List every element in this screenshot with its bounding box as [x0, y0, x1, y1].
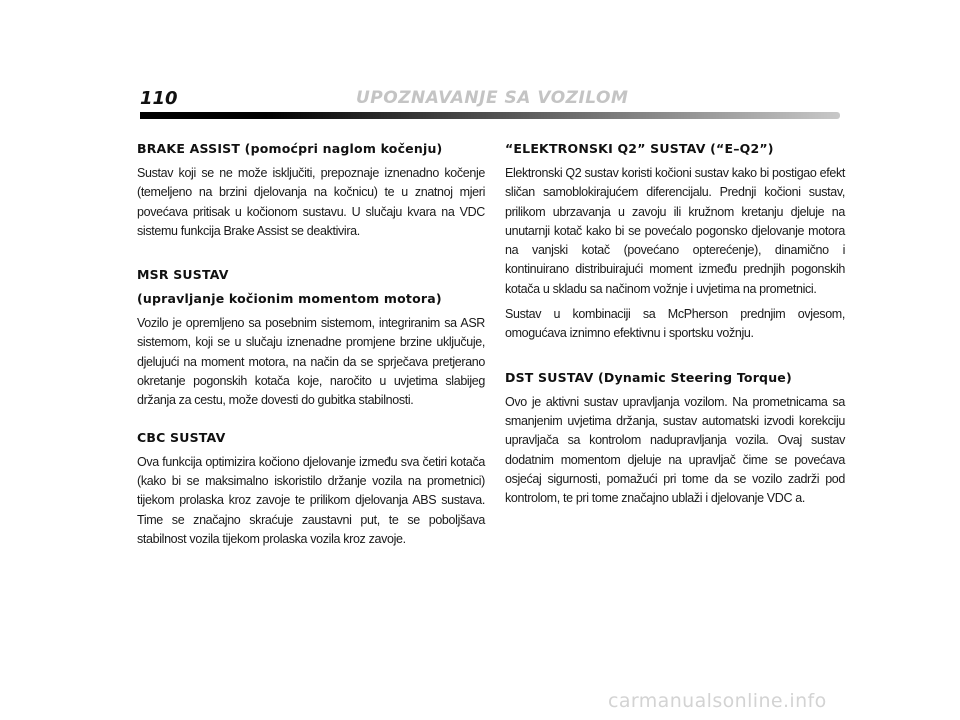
- header-rule: [140, 112, 840, 119]
- page-header: [140, 84, 840, 124]
- page-number: 110: [140, 88, 178, 109]
- right-column: [505, 140, 845, 514]
- brake-assist-section: [137, 140, 485, 241]
- dst-text: Ovo je aktivni sustav upravljanja vozilom. Na prometnicama sa smanjenim uvjetima držanja, sustav automatski izvodi korekciju upravljača sa kontrolom nadupravljanja vozila. Ovaj sustav dodatnim momentom djeluje na upravljač čime se povećava osjećaj sigurnosti, pomažući pri tome da se vozilo zadrži pod kontrolom, te pri tome značajno ublaži i djelovanje VDC a.: [505, 394, 845, 506]
- msr-subheading: (upravljanje kočionim momentom motora): [137, 291, 442, 307]
- cbc-section: [137, 429, 485, 549]
- brake-assist-heading: BRAKE ASSIST (pomoćpri naglom kočenju): [137, 141, 443, 156]
- msr-text: Vozilo je opremljeno sa posebnim sistemom, integriranim sa ASR sistemom, koji se u slučaju iznenadne promjene brzine uključuje, djelujući na moment motora, na način da se sprječava pretjerano okretanje pogonskih kotača koje, naročito u uvjetima slabijeg držanja za cestu, može dovesti do gubitka stabilnosti.: [137, 316, 485, 408]
- eq2-text-2: Sustav u kombinaciji sa McPherson prednjim ovjesom, omogućava iznimno efektivnu i sportsku vožnju.: [505, 307, 845, 341]
- msr-section: [137, 266, 485, 410]
- cbc-text: Ova funkcija optimizira kočiono djelovanje između sva četiri kotača (kako bi se maksimalno iskoristilo držanje vozila na prometnici) tijekom prolaska kroz zavoje te prilikom djelovanja ABS sustava. Time se značajno skraćuje zaustavni put, te se poboljšava stabilnost vozila tijekom prolaska vozila kroz zavoje.: [137, 454, 485, 546]
- dst-heading: DST SUSTAV (Dynamic Steering Torque): [505, 369, 792, 385]
- watermark: carmanualsonline.info: [608, 690, 827, 712]
- eq2-heading: “ELEKTRONSKI Q2” SUSTAV (“E–Q2”): [505, 141, 774, 156]
- cbc-heading: CBC SUSTAV: [137, 429, 226, 445]
- eq2-section: [505, 140, 845, 344]
- brake-assist-text: Sustav koji se ne može isključiti, prepoznaje iznenadno kočenje (temeljeno na brzini djelovanja na kočnicu) te u znatnoj mjeri povećava pritisak u kočionom sustavu. U slučaju kvara na VDC sistemu funkcija Brake Assist se deaktivira.: [137, 166, 485, 238]
- left-column: [137, 140, 485, 555]
- eq2-text: Elektronski Q2 sustav koristi kočioni sustav kako bi postigao efekt sličan samoblokirajućem diferencijalu. Prednji kočioni sustav, prilikom ubrzavanja u zavoju ili kružnom kretanju djeluje na unutarnji kotač kako bi se povećalo pogonsko djelovanje motora na vanjski kotač (povećano opterećenje), dinamično i kontinuirano distribuirajući moment između prednjih pogonskih kotača u skladu sa načinom vožnje i uvjetima na prometnici.: [505, 166, 845, 296]
- msr-heading: MSR SUSTAV: [137, 267, 229, 283]
- dst-section: [505, 369, 845, 509]
- running-title: UPOZNAVANJE SA VOZILOM: [356, 88, 629, 108]
